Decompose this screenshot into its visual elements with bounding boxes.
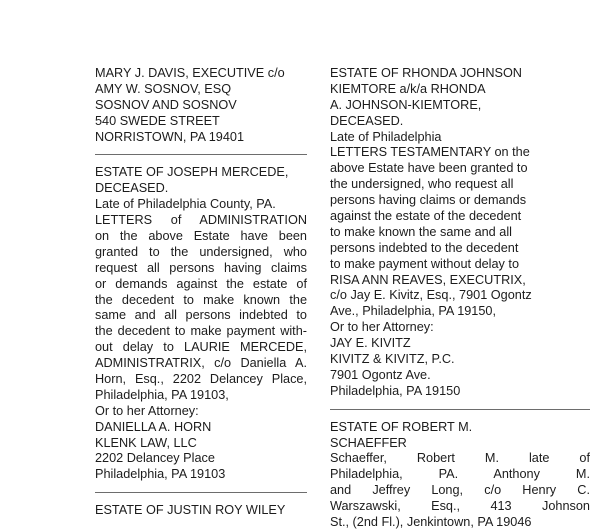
notice-text-line: KIEMTORE a/k/a RHONDA	[330, 81, 486, 96]
notice-divider	[95, 154, 307, 155]
notice-text-line: same and all persons indebted to	[95, 308, 307, 323]
notice-text-line: the undersigned, who request all	[330, 177, 514, 192]
notice-text-line: and Jeffrey Long, c/o Henry C.	[330, 483, 590, 498]
notice-text-line: Late of Philadelphia County, PA.	[95, 197, 276, 212]
notice-text-line: Late of Philadelphia	[330, 129, 442, 144]
notice-text-line: Philadelphia, PA 19103,	[95, 387, 229, 402]
notice-text-line: Schaeffer, Robert M. late of	[330, 451, 590, 466]
notice-text-line: against the estate of the decedent	[330, 209, 522, 224]
notice-text-line: to make payment without delay to	[330, 256, 520, 271]
notice-text-line: on the above Estate have been	[95, 229, 307, 244]
notice-text-line: St., (2nd Fl.), Jenkintown, PA 19046	[330, 515, 532, 530]
notice-text-line: 2202 Delancey Place	[95, 451, 215, 466]
notice-text-line: Ave., Philadelphia, PA 19150,	[330, 304, 497, 319]
notice-text-line: NORRISTOWN, PA 19401	[95, 129, 245, 144]
notice-divider	[95, 492, 307, 493]
notice-text-line: KIVITZ & KIVITZ, P.C.	[330, 352, 455, 367]
notice-text-line: above Estate have been granted to	[330, 161, 528, 176]
notice-text-line: 540 SWEDE STREET	[95, 113, 220, 128]
notice-text-line: Philadelphia, PA 19103	[95, 467, 226, 482]
notice-text-line: SOSNOV AND SOSNOV	[95, 97, 237, 112]
notice-text-line: LETTERS TESTAMENTARY on the	[330, 145, 530, 160]
notice-text-line: A. JOHNSON-KIEMTORE,	[330, 97, 482, 112]
notice-text-line: ADMINISTRATRIX, c/o Daniella A.	[95, 356, 307, 371]
notice-text-line: SCHAEFFER	[330, 435, 407, 450]
notice-column-left	[95, 66, 307, 519]
notice-text-line: Or to her Attorney:	[330, 320, 434, 335]
notice-text-line: JAY E. KIVITZ	[330, 336, 411, 351]
notice-text-line: persons indebted to the decedent	[330, 240, 519, 255]
notice-text-line: c/o Jay E. Kivitz, Esq., 7901 Ogontz	[330, 288, 532, 303]
notice-text-line: MARY J. DAVIS, EXECUTIVE c/o	[95, 66, 285, 80]
notice-text-line: persons having claims or demands	[330, 193, 527, 208]
notice-text-line: ESTATE OF JUSTIN ROY WILEY	[95, 503, 286, 518]
notice-divider	[330, 409, 590, 410]
notice-text-line: out delay to LAURIE MERCEDE,	[95, 340, 307, 355]
notice-text-line: Philadelphia, PA. Anthony M.	[330, 467, 590, 482]
notice-text-line: granted to the undersigned, who	[95, 244, 307, 259]
notice-text-line: the decedent to make payment with-	[95, 324, 307, 339]
notice-text-line: Warszawski, Esq., 413 Johnson	[330, 499, 590, 514]
notice-text-line: Philadelphia, PA 19150	[330, 383, 461, 398]
notice-text-line: LETTERS of ADMINISTRATION	[95, 213, 307, 228]
notice-text-line: DANIELLA A. HORN	[95, 419, 212, 434]
notice-text-line: KLENK LAW, LLC	[95, 435, 197, 450]
notice-text-line: Or to her Attorney:	[95, 403, 199, 418]
notice-text-line: 7901 Ogontz Ave.	[330, 367, 431, 382]
notice-text-line: DECEASED.	[330, 113, 404, 128]
notice-column-right	[330, 66, 590, 531]
notice-text-line: AMY W. SOSNOV, ESQ	[95, 81, 232, 96]
notice-text-line: Horn, Esq., 2202 Delancey Place,	[95, 372, 307, 387]
notice-text-line: request all persons having claims	[95, 260, 307, 275]
notice-text-line: or demands against the estate of	[95, 276, 307, 291]
notice-text-line: to make known the same and all	[330, 224, 512, 239]
notice-text-line: ESTATE OF RHONDA JOHNSON	[330, 66, 522, 80]
notice-text-line: ESTATE OF JOSEPH MERCEDE,	[95, 165, 289, 180]
notice-text-line: RISA ANN REAVES, EXECUTRIX,	[330, 272, 526, 287]
notice-text-line: ESTATE OF ROBERT M.	[330, 419, 473, 434]
notice-text-line: DECEASED.	[95, 181, 169, 196]
notice-text-line: the decedent to make known the	[95, 292, 307, 307]
